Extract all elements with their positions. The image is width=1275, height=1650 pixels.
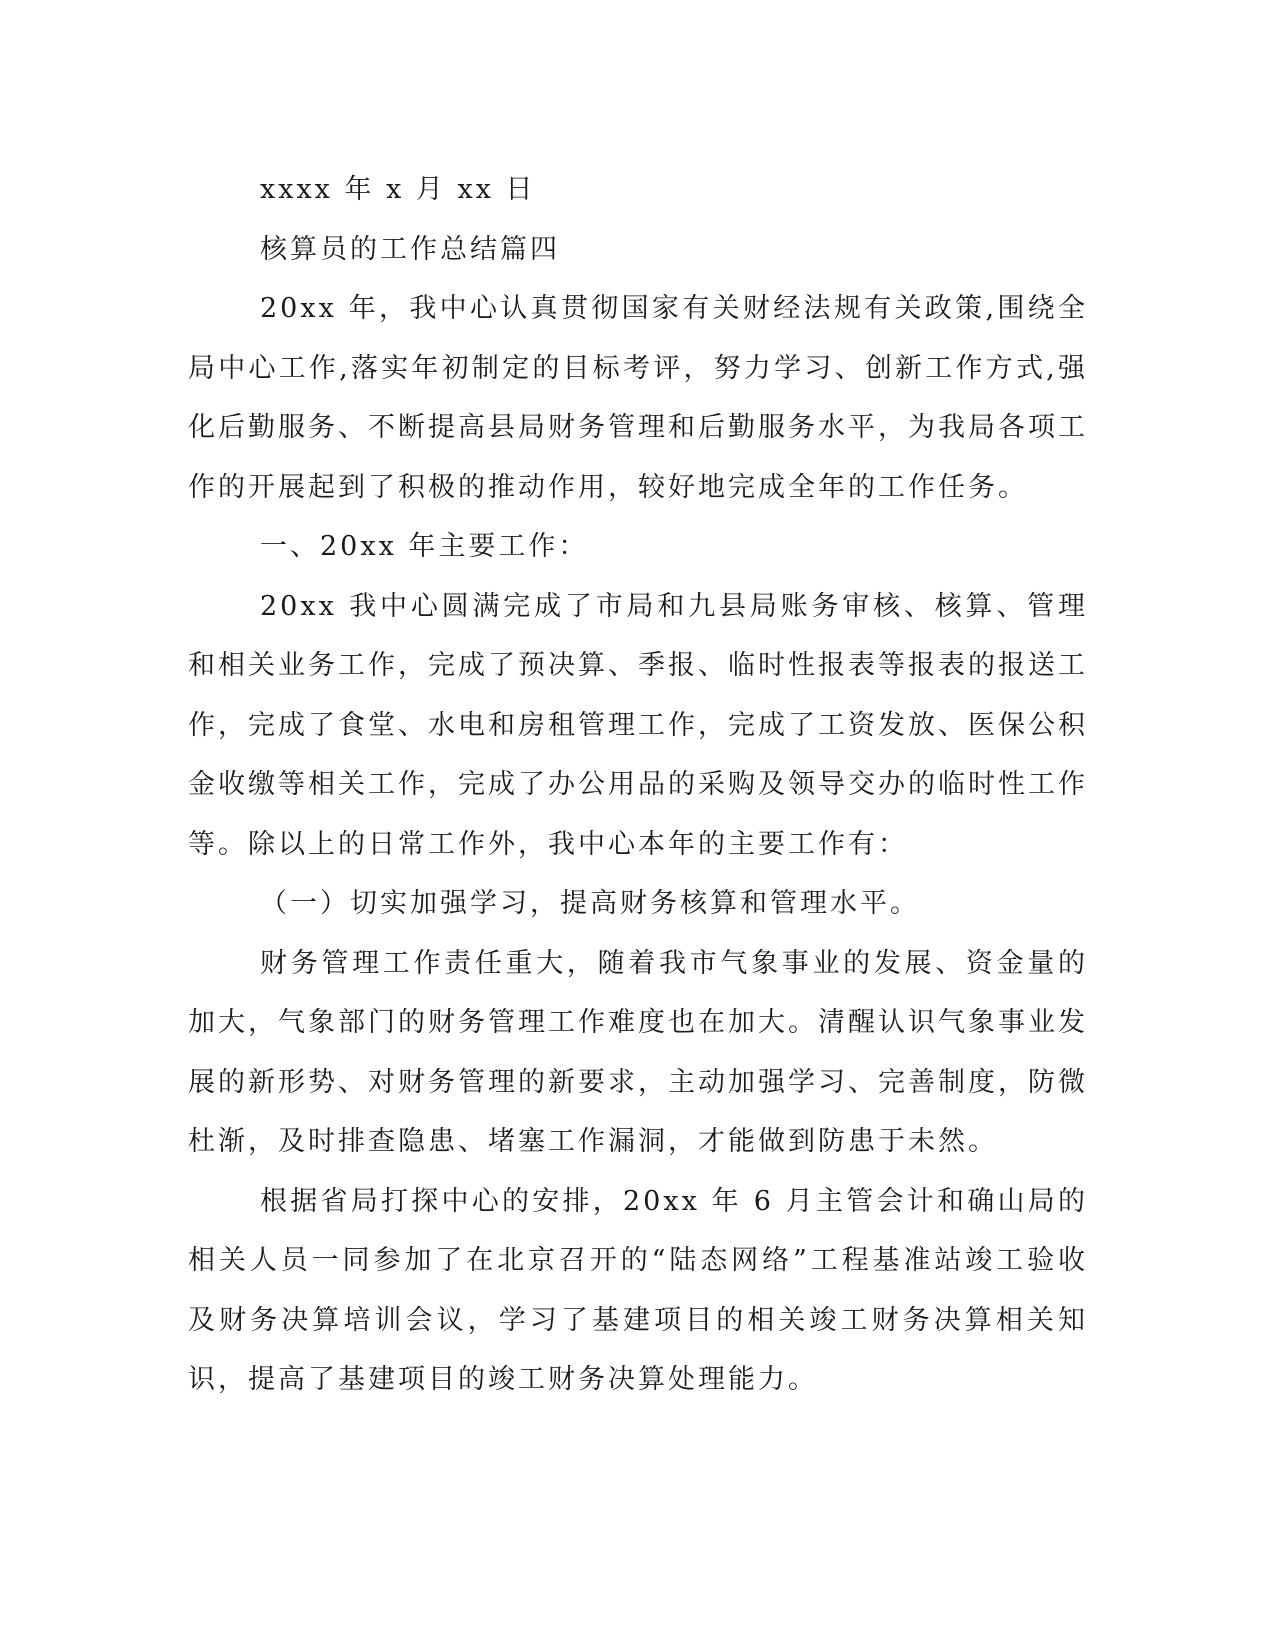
section-title: 核算员的工作总结篇四 — [260, 233, 560, 265]
date-line: xxxx 年 x 月 xx 日 — [260, 174, 536, 205]
subheading-learning: （一）切实加强学习，提高财务核算和管理水平。 — [260, 888, 920, 919]
heading-main-work: 一、20xx 年主要工作： — [260, 531, 589, 562]
paragraph-training: 根据省局打探中心的安排，20xx 年 6 月主管会计和确山局的相关人员一同参加了在北京召开的“陆态网络”工程基准站竣工验收及财务决算培训会议，学习了基建项目的相关竣工财务决算相关知识，提高了基建项目的竣工财务决算处理能力。 — [188, 1185, 1088, 1395]
paragraph-financial-management: 财务管理工作责任重大，随着我市气象事业的发展、资金量的加大，气象部门的财务管理工作难度也在加大。清醒认识气象事业发展的新形势、对财务管理的新要求，主动加强学习、完善制度，防微杜渐，及时排查隐患、堵塞工作漏洞，才能做到防患于未然。 — [188, 947, 1088, 1157]
paragraph-intro: 20xx 年，我中心认真贯彻国家有关财经法规有关政策,围绕全局中心工作,落实年初制定的目标考评，努力学习、创新工作方式,强化后勤服务、不断提高县局财务管理和后勤服务水平，为我局各项工作的开展起到了积极的推动作用，较好地完成全年的工作任务。 — [188, 293, 1088, 503]
paragraph-work-summary: 20xx 我中心圆满完成了市局和九县局账务审核、核算、管理和相关业务工作，完成了预决算、季报、临时性报表等报表的报送工作，完成了食堂、水电和房租管理工作，完成了工资发放、医保公积金收缴等相关工作，完成了办公用品的采购及领导交办的临时性工作等。除以上的日常工作外，我中心本年的主要工作有： — [188, 590, 1088, 860]
document-body — [188, 160, 1088, 1410]
